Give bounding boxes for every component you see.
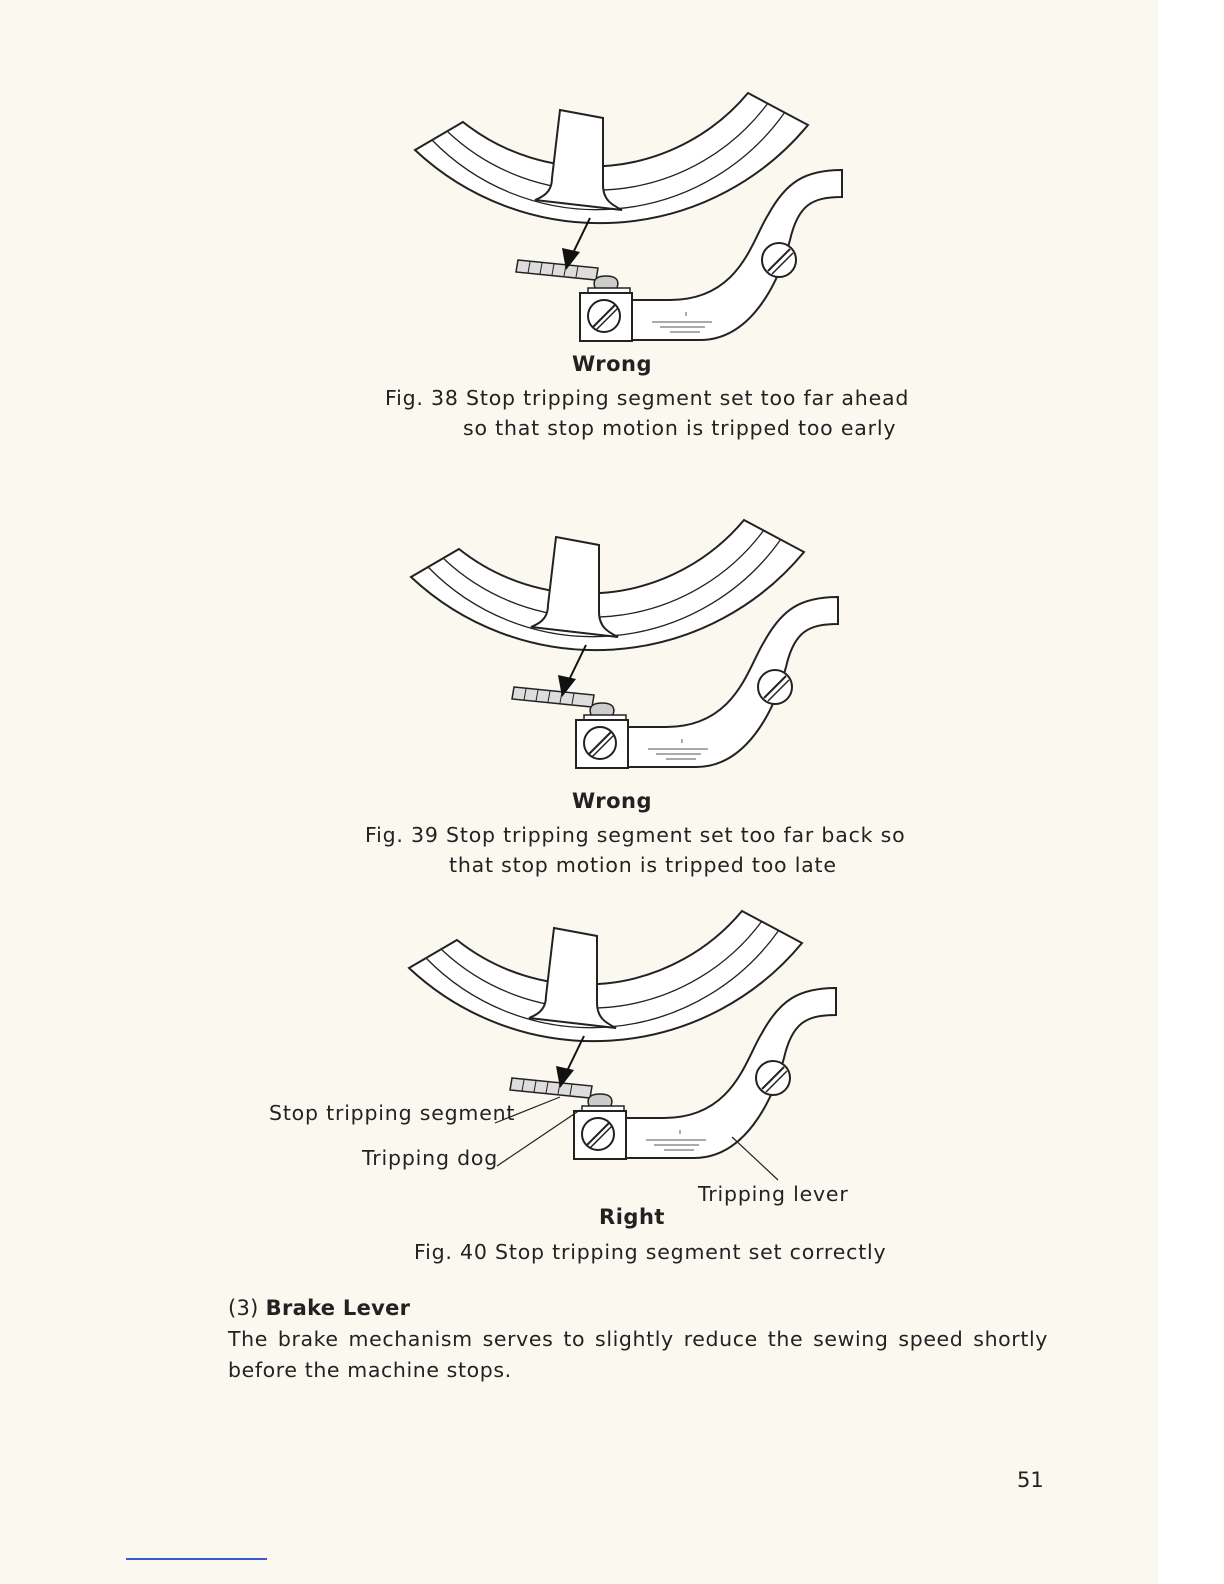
figure-40-caption: [414, 1237, 886, 1267]
body-line: before the machine stops.: [228, 1358, 512, 1382]
footnote-rule: [126, 1558, 267, 1560]
figure-39-verdict: Wrong: [571, 789, 653, 813]
label-stop-tripping-segment: Stop tripping segment: [269, 1101, 516, 1125]
caption-line: so that stop motion is tripped too early: [463, 416, 897, 440]
caption-line: Fig. 40 Stop tripping segment set correctly: [414, 1240, 887, 1264]
label-tripping-lever: Tripping lever: [698, 1182, 849, 1206]
figure-38-verdict: Wrong: [571, 352, 653, 376]
caption-line: that stop motion is tripped too late: [449, 853, 837, 877]
figure-40-verdict: Right: [599, 1205, 665, 1229]
lever-leader-line: [732, 1137, 778, 1180]
section-body: [228, 1324, 1048, 1386]
page-number: 51: [1017, 1468, 1044, 1492]
caption-line: Fig. 38 Stop tripping segment set too far ahead: [385, 386, 910, 410]
section-title: Brake Lever: [265, 1296, 411, 1320]
section-heading: [228, 1296, 410, 1320]
section-number: (3): [228, 1296, 259, 1320]
caption-line: Fig. 39 Stop tripping segment set too far back so: [365, 823, 906, 847]
label-tripping-dog: Tripping dog: [362, 1146, 499, 1170]
body-line: The brake mechanism serves to slightly reduce the sewing speed shortly: [228, 1327, 1048, 1351]
